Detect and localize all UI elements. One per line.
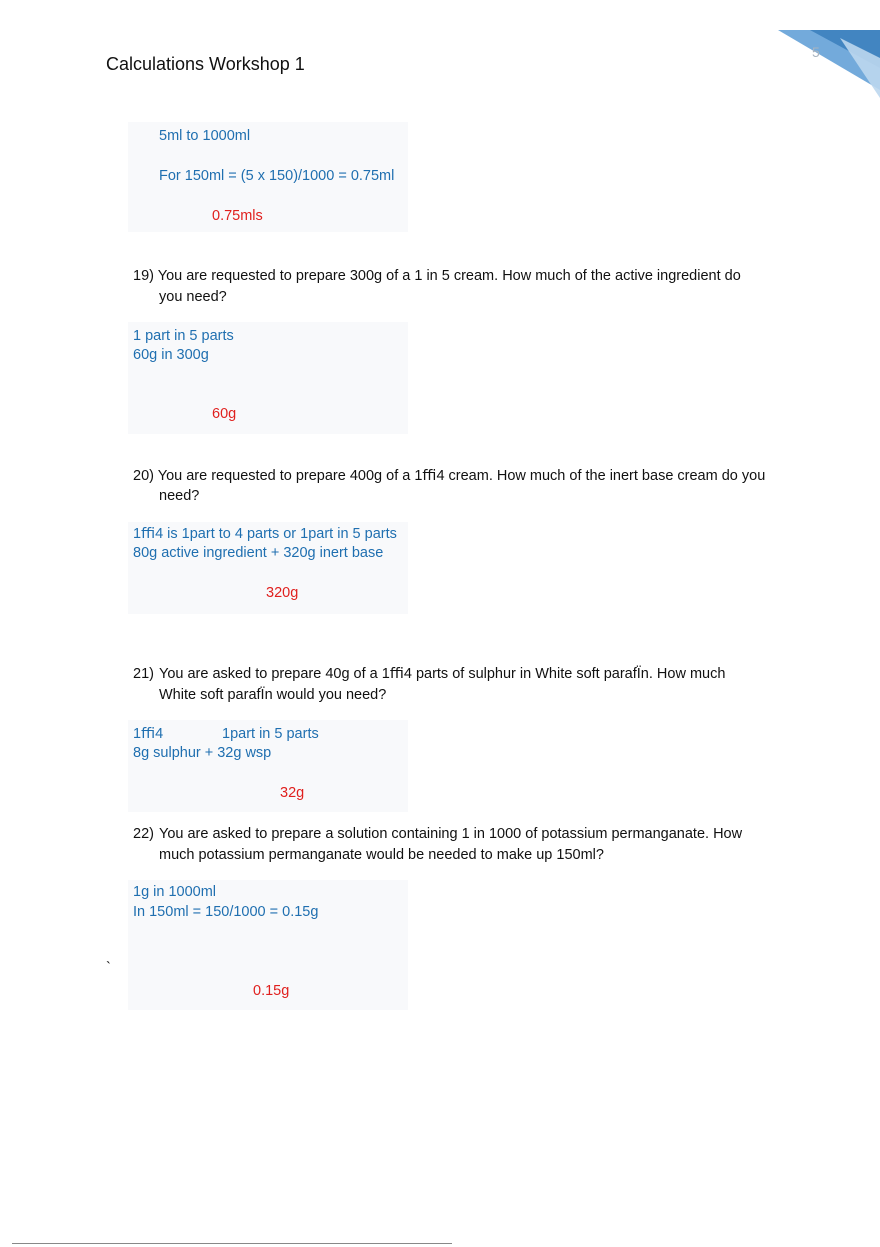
corner-decoration [770,28,880,98]
q22-text-line-1: You are asked to prepare a solution containing 1 in 1000 of potassium permanganate. How [159,826,743,842]
q21-work-ratio: 1ﬃ4 [133,726,164,742]
q19-answer: 60g [212,406,237,422]
stray-mark: ` [106,960,111,976]
q19-text-line-1: 19) You are requested to prepare 300g of a 1 in 5 cream. How much of the active ingredient do [133,268,741,284]
q19-work-line-1: 1 part in 5 parts [133,328,234,344]
q21-work-parts: 1part in 5 parts [222,726,319,742]
q20-work-line-2: 80g active ingredient + 320g inert base [133,545,384,561]
q22-work-line-1: 1g in 1000ml [133,884,217,900]
q22-work-line-2: In 150ml = 150/1000 = 0.15g [133,904,319,920]
q19-text-line-2: you need? [159,289,227,305]
q20-work-line-1: 1ﬃ4 is 1part to 4 parts or 1part in 5 parts [133,526,397,542]
page-title: Calculations Workshop 1 [106,54,305,74]
q20-answer: 320g [266,585,299,601]
q19-work-line-2: 60g in 300g [133,347,209,363]
q22-number: 22) [133,826,154,842]
q20-text-line-1: 20) You are requested to prepare 400g of a 1ﬃ4 cream. How much of the inert base cream do you [133,468,766,484]
q21-answer: 32g [280,785,305,801]
page-number: 5 [812,44,820,60]
footer-divider [12,1243,452,1244]
q22-text-line-2: much potassium permanganate would be needed to make up 150ml? [159,847,604,863]
prev-answer: 0.75mls [212,208,263,224]
q20-text-line-2: need? [159,488,200,504]
q21-text-line-2: White soft parafÏn would you need? [159,687,387,703]
q21-work-line-2: 8g sulphur + 32g wsp [133,745,272,761]
prev-work-line-1: 5ml to 1000ml [159,128,251,144]
q22-answer: 0.15g [253,983,290,999]
q21-text-line-1: You are asked to prepare 40g of a 1ﬃ4 parts of sulphur in White soft parafÏn. How much [159,666,726,682]
q21-number: 21) [133,666,154,682]
prev-work-line-2: For 150ml = (5 x 150)/1000 = 0.75ml [159,168,395,184]
